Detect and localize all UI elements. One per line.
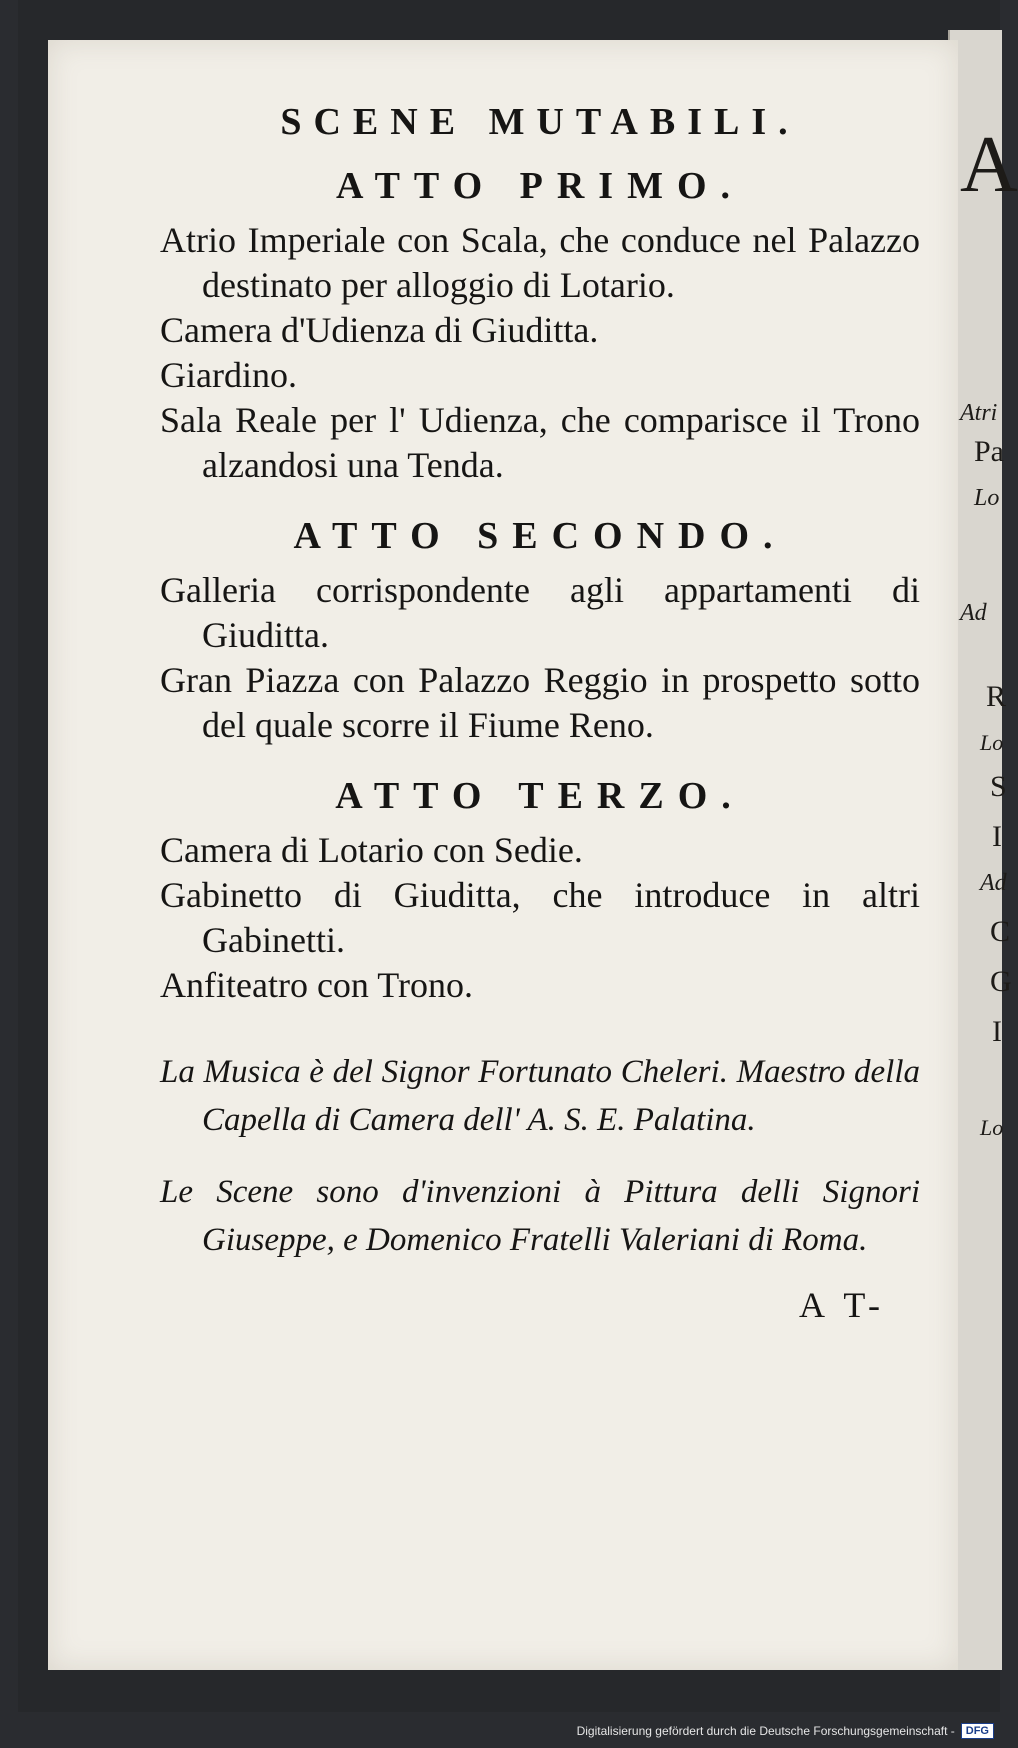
page-title: SCENE MUTABILI. <box>280 101 800 143</box>
edge-glyph: Atri <box>960 400 998 426</box>
act-heading: ATTO TERZO. <box>335 775 745 817</box>
edge-glyph: I <box>992 1015 1002 1048</box>
scene-list-act-3 <box>160 828 920 1008</box>
scene-entry: Camera di Lotario con Sedie. <box>160 830 583 870</box>
edge-glyph: S <box>990 770 1007 803</box>
scene-entry: Gabinetto di Giuditta, che introduce in altri Gabinetti. <box>160 875 920 960</box>
edge-glyph: Lo <box>980 1115 1004 1140</box>
scene-entry: Camera d'Udienza di Giuditta. <box>160 310 599 350</box>
act-heading: ATTO PRIMO. <box>335 165 745 207</box>
edge-glyph: Lo <box>974 485 1000 511</box>
act-heading: ATTO SECONDO. <box>293 515 787 557</box>
edge-glyph: Ad <box>980 870 1007 896</box>
scene-entry: Giardino. <box>160 355 297 395</box>
edge-glyph: A <box>960 121 1018 209</box>
scene-entry: Atrio Imperiale con Scala, che conduce nel Palazzo destinato per alloggio di Lotario. <box>160 220 920 305</box>
footer-text: Digitalisierung gefördert durch die Deutsche Forschungsgemeinschaft - <box>576 1724 955 1738</box>
scene-entry: Galleria corrispondente agli appartamenti di Giuditta. <box>160 570 920 655</box>
edge-glyph: Ad <box>960 600 987 626</box>
edge-glyph: Pa <box>974 435 1004 468</box>
edge-glyph: Lo <box>980 730 1004 755</box>
scene-entry: Anfiteatro con Trono. <box>160 965 473 1005</box>
book-page <box>48 40 958 1670</box>
scenery-credit: Le Scene sono d'invenzioni à Pittura delli Signori Giuseppe, e Domenico Fratelli Valeriani di Roma. <box>160 1174 920 1258</box>
edge-glyph: R <box>986 680 1007 713</box>
page-text-block <box>160 90 920 1326</box>
music-credit: La Musica è del Signor Fortunato Cheleri. Maestro della Capella di Camera dell' A. S. E. Palatina. <box>160 1054 920 1138</box>
credits-block <box>160 1048 920 1264</box>
edge-glyph: G <box>990 965 1012 998</box>
edge-glyph: C <box>990 915 1011 948</box>
digitization-footer <box>577 1720 994 1742</box>
catchword: A T- <box>798 1285 886 1325</box>
scene-list-act-2 <box>160 568 920 748</box>
edge-glyph: I <box>992 820 1002 853</box>
dfg-logo-icon: DFG <box>961 1723 994 1739</box>
scene-entry: Gran Piazza con Palazzo Reggio in prospetto sotto del quale scorre il Fiume Reno. <box>160 660 920 745</box>
scene-entry: Sala Reale per l' Udienza, che comparisce il Trono alzandosi una Tenda. <box>160 400 920 485</box>
scene-list-act-1 <box>160 218 920 488</box>
